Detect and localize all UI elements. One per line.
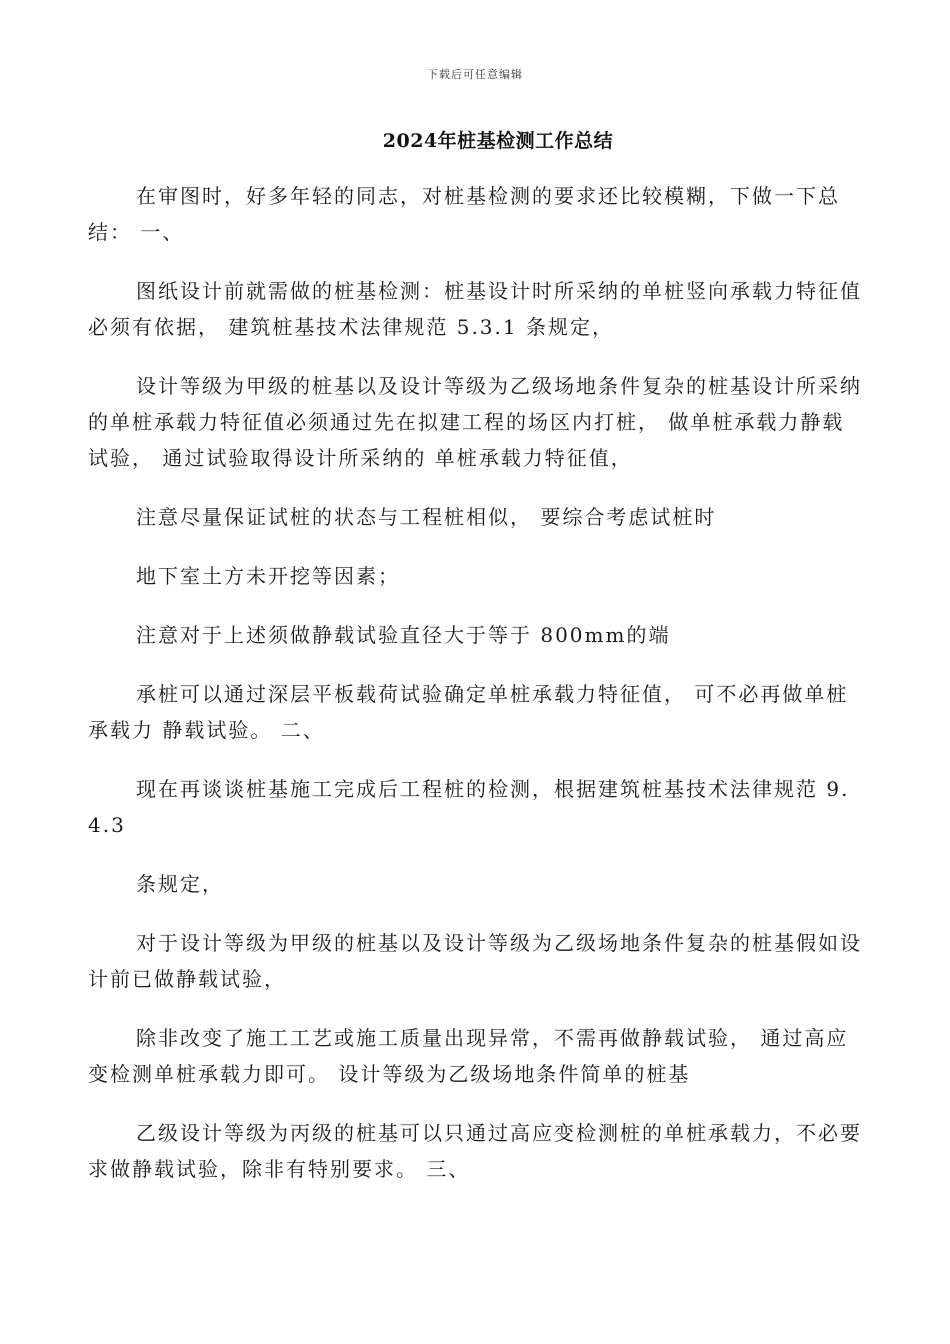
document-body: [88, 178, 863, 1210]
paragraph: 除非改变了施工工艺或施工质量出现异常，不需再做静载试验， 通过高应变检测单桩承载力即可。 设计等级为乙级场地条件简单的桩基: [88, 1026, 849, 1086]
paragraph: 条规定，: [136, 872, 224, 896]
paragraph: 注意对于上述须做静载试验直径大于等于 800mm的端: [136, 623, 671, 647]
paragraph: 承桩可以通过深层平板载荷试验确定单桩承载力特征值， 可不必再做单桩承载力 静载试验。 二、: [88, 682, 849, 742]
paragraph: 地下室土方未开挖等因素；: [136, 564, 400, 588]
document-title: 2024年桩基检测工作总结: [382, 130, 614, 152]
paragraph: 在审图时，好多年轻的同志，对桩基检测的要求还比较模糊，下做一下总结： 一、: [88, 184, 840, 244]
paragraph: 注意尽量保证试桩的状态与工程桩相似， 要综合考虑试桩时: [136, 505, 717, 529]
paragraph: 图纸设计前就需做的桩基检测：桩基设计时所采纳的单桩竖向承载力特征值必须有依据， 建筑桩基技术法律规范 5.3.1 条规定，: [88, 279, 862, 339]
paragraph: 设计等级为甲级的桩基以及设计等级为乙级场地条件复杂的桩基设计所采纳的单桩承载力特征值必须通过先在拟建工程的场区内打桩， 做单桩承载力静载试验， 通过试验取得设计所采纳的 单桩承载力特征值，: [88, 374, 862, 470]
paragraph: 现在再谈谈桩基施工完成后工程桩的检测，根据建筑桩基技术法律规范 9.4.3: [88, 777, 850, 837]
paragraph: 乙级设计等级为丙级的桩基可以只通过高应变检测桩的单桩承载力，不必要求做静载试验，除非有特别要求。 三、: [88, 1121, 862, 1181]
header-note: 下载后可任意编辑: [427, 68, 523, 81]
paragraph: 对于设计等级为甲级的桩基以及设计等级为乙级场地条件复杂的桩基假如设计前已做静载试验，: [88, 931, 862, 991]
